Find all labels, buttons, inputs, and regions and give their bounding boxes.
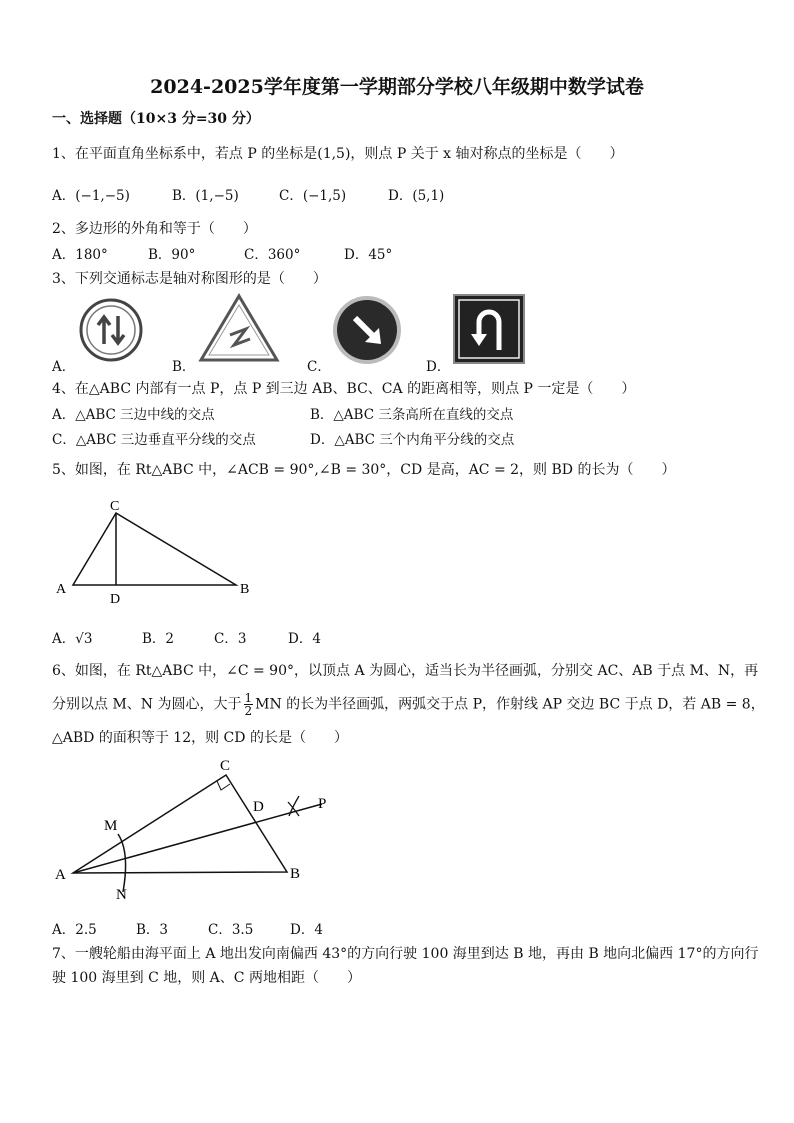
q4-option-a: A．△ABC 三边中线的交点 <box>52 407 215 423</box>
q4-option-c: C．△ABC 三边垂直平分线的交点 <box>52 432 256 448</box>
question-5-stem: 5、如图，在 Rt△ABC 中，∠ACB = 90°,∠B = 30°，CD 是高，AC = 2，则 BD 的长为（ ） <box>52 462 676 478</box>
sign-b-warning-triangle-icon <box>198 293 280 363</box>
question-6-stem-line1: 6、如图，在 Rt△ABC 中，∠C = 90°，以顶点 A 为圆心，适当长为半径画弧，分别交 AC、AB 于点 M、N，再 <box>52 663 759 679</box>
q3-option-b: B． <box>172 359 196 375</box>
q2-option-d: D．45° <box>344 247 393 263</box>
q6-fraction-numerator: 1 <box>244 691 253 705</box>
q6-label-d: D <box>253 799 264 815</box>
q6-label-b: B <box>290 866 301 882</box>
question-7-line1: 7、一艘轮船由海平面上 A 地出发向南偏西 43°的方向行驶 100 海里到达 B 地，再由 B 地向北偏西 17°的方向行 <box>52 946 759 962</box>
q4-option-d: D．△ABC 三个内角平分线的交点 <box>310 432 515 448</box>
q5-option-c: C．3 <box>214 631 247 647</box>
q4-option-b: B．△ABC 三条高所在直线的交点 <box>310 407 514 423</box>
sign-c-keep-right-icon <box>331 294 403 366</box>
q5-label-c: C <box>110 499 120 514</box>
question-6-stem-line3: △ABD 的面积等于 12，则 CD 的长是（ ） <box>52 730 348 746</box>
q2-option-a: A．180° <box>52 247 108 263</box>
question-6-stem-line2 <box>52 692 765 717</box>
q1-option-a: A．(−1,−5) <box>52 188 130 204</box>
q3-option-d: D． <box>426 359 451 375</box>
q6-option-b: B．3 <box>136 922 169 938</box>
q6-label-a: A <box>55 867 66 883</box>
section-heading: 一、选择题（10×3 分=30 分） <box>52 111 260 127</box>
q5-triangle-figure <box>50 498 270 610</box>
question-3-stem: 3、下列交通标志是轴对称图形的是（ ） <box>52 271 327 287</box>
q5-label-a: A <box>56 582 67 597</box>
q6-option-d: D．4 <box>290 922 323 938</box>
q6-line2-pre: 分别以点 M、N 为圆心，大于 <box>52 696 242 713</box>
q6-label-c: C <box>220 758 231 774</box>
q6-line2-post: MN 的长为半径画弧，两弧交于点 P，作射线 AP 交边 BC 于点 D，若 AB = 8， <box>255 696 765 713</box>
q1-option-b: B．(1,−5) <box>172 188 239 204</box>
q1-option-c: C．(−1,5) <box>279 188 347 204</box>
page-title: 2024-2025学年度第一学期部分学校八年级期中数学试卷 <box>150 76 644 98</box>
q5-label-b: B <box>240 582 250 597</box>
q3-option-c: C． <box>307 359 331 375</box>
q6-fraction-denominator: 2 <box>244 704 253 718</box>
q6-label-m: M <box>104 818 118 834</box>
q6-triangle-figure <box>50 752 350 902</box>
sign-a-two-way-traffic-icon <box>78 297 144 363</box>
q6-fraction <box>244 692 254 717</box>
question-1-stem: 1、在平面直角坐标系中，若点 P 的坐标是(1,5)，则点 P 关于 x 轴对称点的坐标是（ ） <box>52 146 624 162</box>
question-7-line2: 驶 100 海里到 C 地，则 A、C 两地相距（ ） <box>52 970 361 986</box>
q6-option-c: C．3.5 <box>208 922 254 938</box>
q6-label-n: N <box>116 887 127 902</box>
question-2-stem: 2、多边形的外角和等于（ ） <box>52 221 257 237</box>
q2-option-c: C．360° <box>244 247 301 263</box>
sign-d-u-turn-icon <box>453 294 525 364</box>
q3-option-a: A． <box>52 359 76 375</box>
q5-option-d: D．4 <box>288 631 321 647</box>
q5-option-a: A．√3 <box>52 631 93 647</box>
q6-option-a: A．2.5 <box>52 922 97 938</box>
q6-label-p: P <box>318 796 327 812</box>
q2-option-b: B．90° <box>148 247 196 263</box>
q5-option-b: B．2 <box>142 631 175 647</box>
question-4-stem: 4、在△ABC 内部有一点 P，点 P 到三边 AB、BC、CA 的距离相等，则点 P 一定是（ ） <box>52 381 636 397</box>
q1-option-d: D．(5,1) <box>388 188 445 204</box>
q5-label-d: D <box>110 592 121 607</box>
